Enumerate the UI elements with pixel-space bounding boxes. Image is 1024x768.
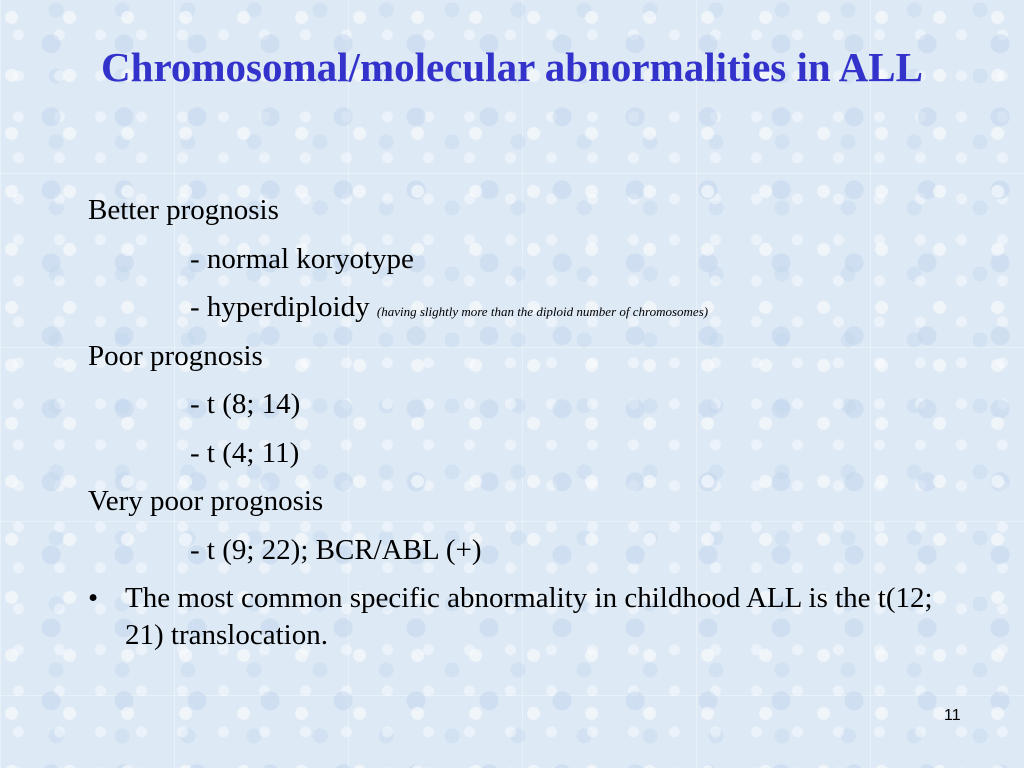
slide-title: Chromosomal/molecular abnormalities in ALL bbox=[101, 44, 923, 90]
hyperdiploidy-label: - hyperdiploidy bbox=[190, 291, 370, 323]
hyperdiploidy-note: (having slightly more than the diploid number of chromosomes) bbox=[376, 304, 709, 319]
better-prognosis-item-normal-karyotype: - normal koryotype bbox=[190, 242, 414, 275]
better-prognosis-item-hyperdiploidy bbox=[88, 287, 968, 336]
very-poor-prognosis-item-t9-22: - t (9; 22); BCR/ABL (+) bbox=[190, 533, 482, 566]
slide-body bbox=[88, 190, 968, 654]
bullet-text: The most common specific abnormality in childhood ALL is the t(12; 21) translocation. bbox=[125, 582, 933, 651]
poor-prognosis-heading: Poor prognosis bbox=[88, 339, 263, 372]
poor-prognosis-item-t8-14: - t (8; 14) bbox=[190, 388, 301, 420]
bullet-item bbox=[88, 580, 968, 654]
very-poor-prognosis-heading: Very poor prognosis bbox=[88, 485, 324, 517]
better-prognosis-heading: Better prognosis bbox=[88, 194, 279, 226]
poor-prognosis-item-t4-11: - t (4; 11) bbox=[190, 436, 300, 469]
page-number: 11 bbox=[944, 707, 961, 724]
bullet-icon: • bbox=[88, 582, 99, 614]
